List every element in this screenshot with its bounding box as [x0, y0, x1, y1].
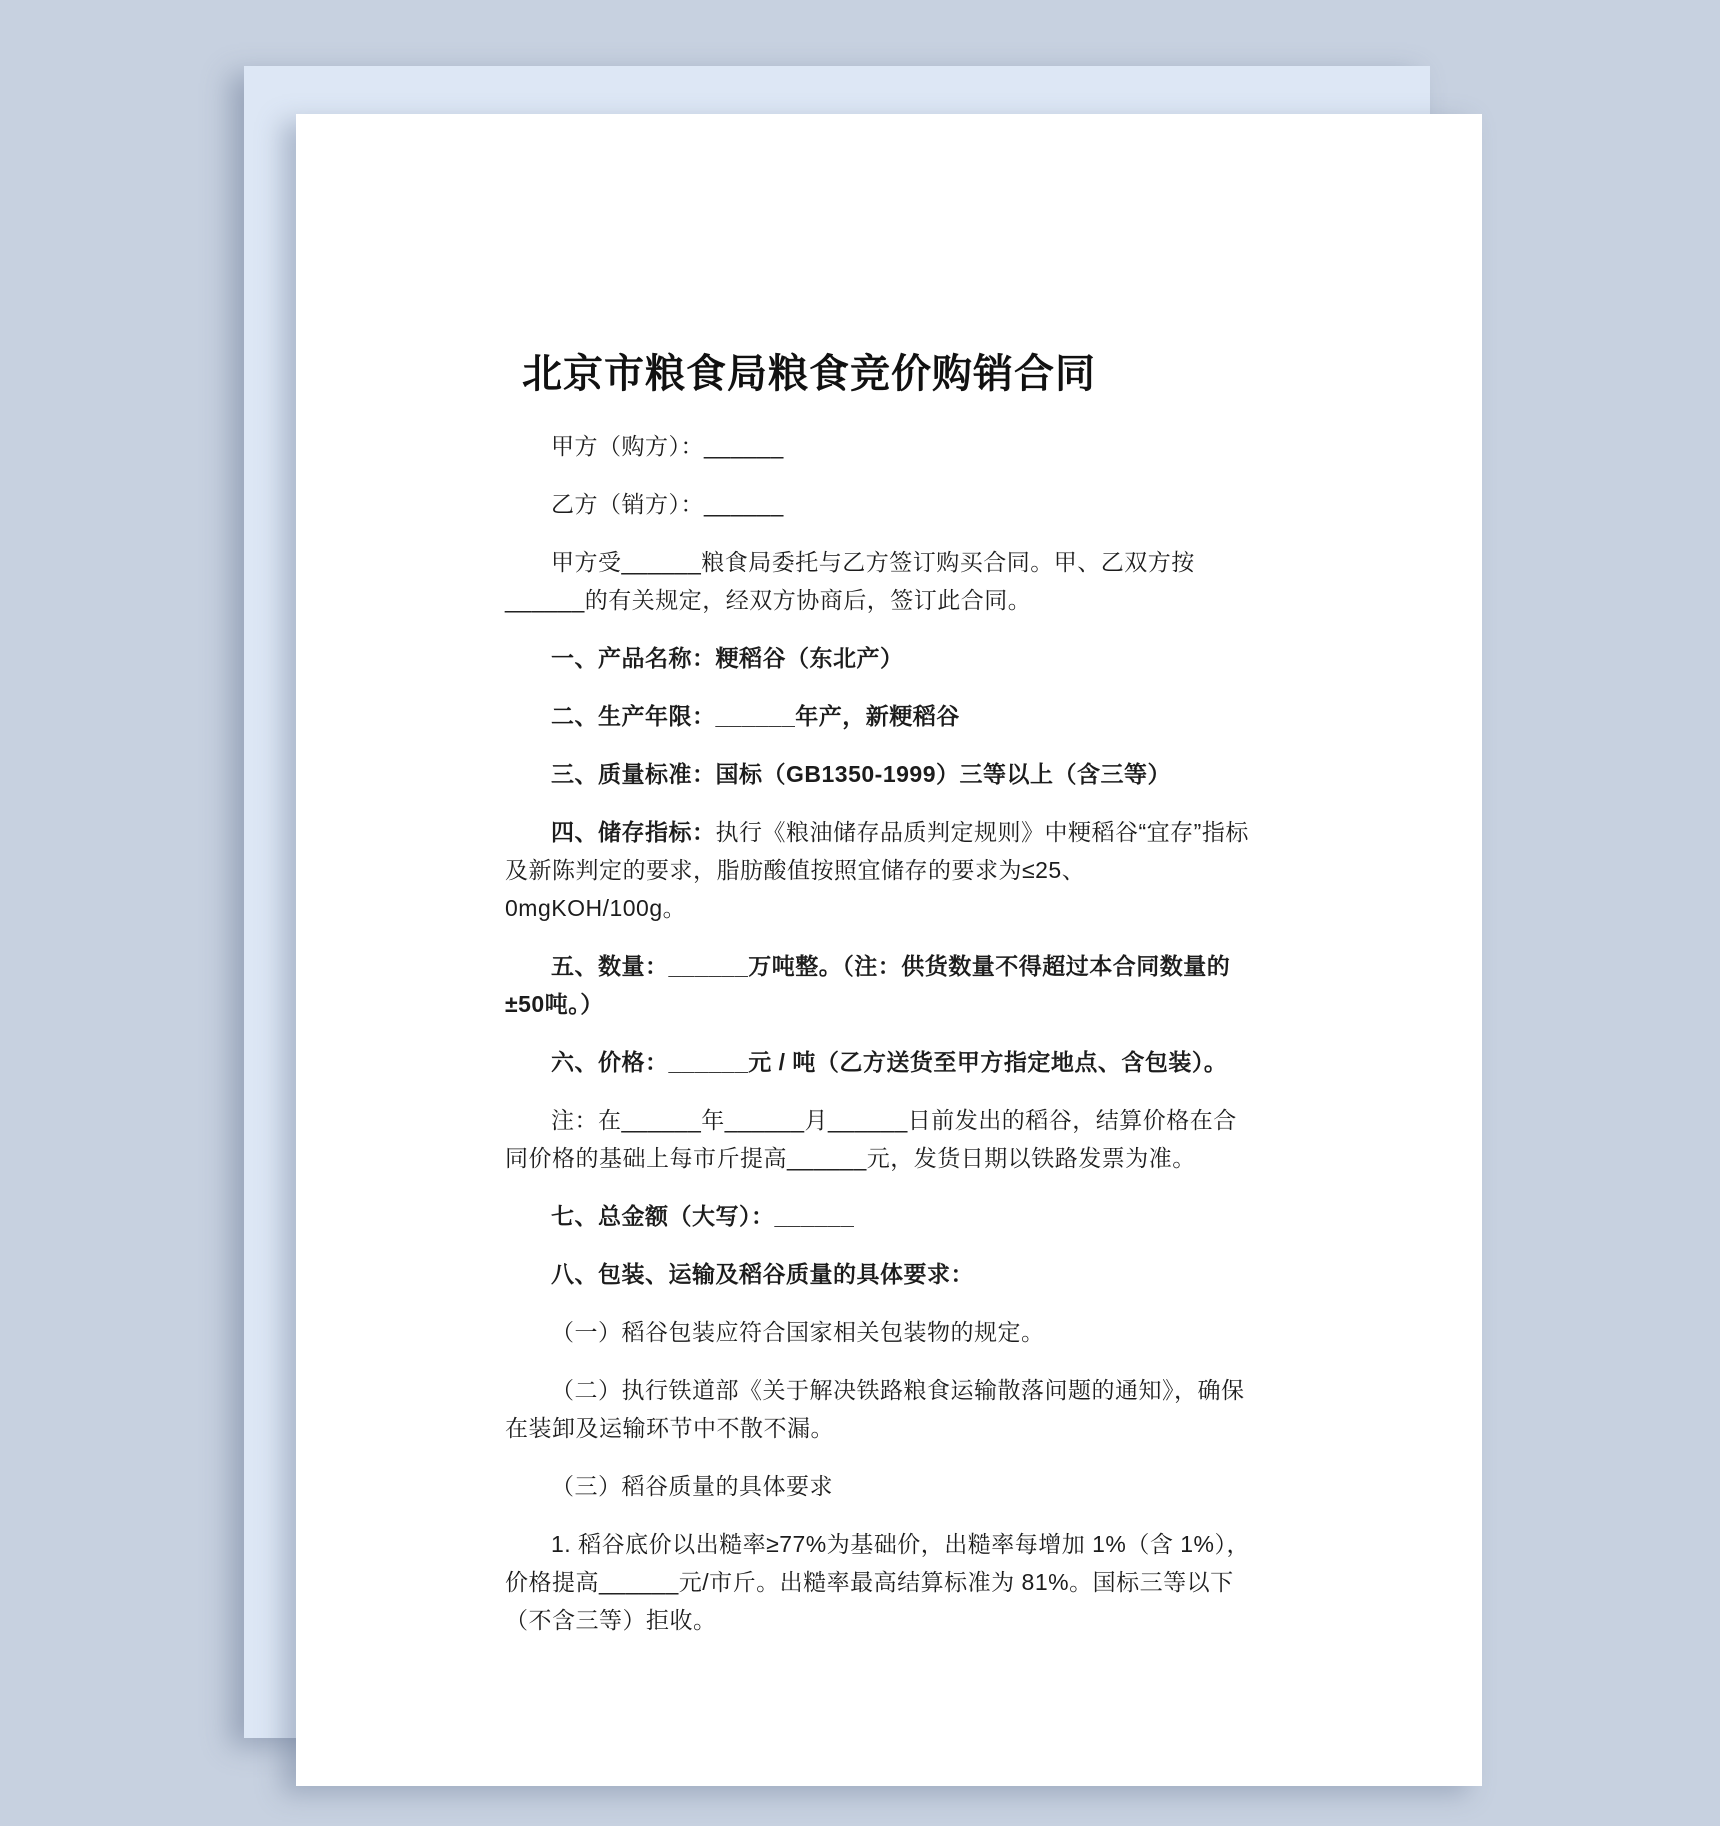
- contract-item-4-storage-index: [505, 813, 1253, 927]
- contract-content: [296, 114, 1482, 1639]
- contract-item-5-quantity: 五、数量：______万吨整。（注：供货数量不得超过本合同数量的±50吨。）: [505, 953, 1231, 1017]
- document-title: 北京市粮食局粮食竞价购销合同: [522, 352, 1096, 396]
- contract-item-4-label: 四、储存指标：: [551, 819, 716, 845]
- quality-requirement-1: 1. 稻谷底价以出糙率≥77%为基础价，出糙率每增加 1%（含 1%），价格提高______元/市斤。出糙率最高结算标准为 81%。国标三等以下（不含三等）拒收。: [505, 1531, 1250, 1633]
- contract-item-4-text: 执行《粮油储存品质判定规则》中粳稻谷“宜存”指标及新陈判定的要求，脂肪酸值按照宜储存的要求为≤25、0mgKOH/100g。: [505, 819, 1249, 921]
- sub-item-1-packing-rule: （一）稻谷包装应符合国家相关包装物的规定。: [551, 1319, 1045, 1345]
- contract-item-8-packing-transport: 八、包装、运输及稻谷质量的具体要求：: [551, 1261, 974, 1287]
- party-b-line: 乙方（销方）：______: [551, 491, 784, 517]
- preamble-paragraph: 甲方受______粮食局委托与乙方签订购买合同。甲、乙双方按______的有关规定，经双方协商后，签订此合同。: [505, 549, 1195, 613]
- contract-item-7-total-amount: 七、总金额（大写）：______: [551, 1203, 855, 1229]
- price-note-paragraph: 注：在______年______月______日前发出的稻谷，结算价格在合同价格的基础上每市斤提高______元，发货日期以铁路发票为准。: [505, 1107, 1237, 1171]
- party-a-line: 甲方（购方）：______: [551, 433, 784, 459]
- sub-item-3-quality-requirements: （三）稻谷质量的具体要求: [551, 1473, 833, 1499]
- contract-page-sheet: [296, 114, 1482, 1786]
- contract-item-1-product-name: 一、产品名称：粳稻谷（东北产）: [551, 645, 904, 671]
- sub-item-2-railway-notice: （二）执行铁道部《关于解决铁路粮食运输散落问题的通知》，确保在装卸及运输环节中不散不漏。: [505, 1377, 1245, 1441]
- contract-item-3-quality-standard: 三、质量标准：国标（GB1350-1999）三等以上（含三等）: [551, 761, 1171, 787]
- contract-item-2-production-year: 二、生产年限：______年产，新粳稻谷: [551, 703, 960, 729]
- contract-item-6-price: 六、价格：______元 / 吨（乙方送货至甲方指定地点、含包装）。: [551, 1049, 1228, 1075]
